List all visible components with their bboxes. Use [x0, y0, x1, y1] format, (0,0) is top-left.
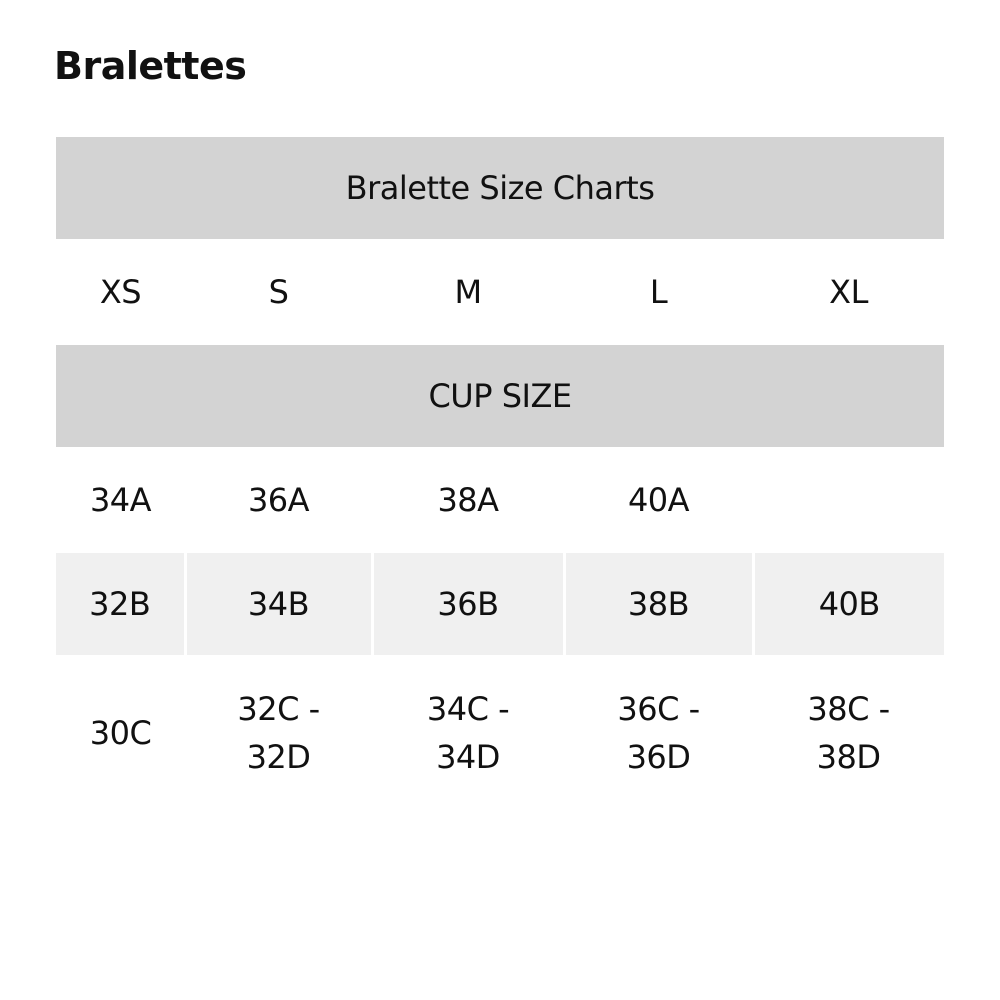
table-cell: 40B: [753, 553, 944, 655]
table-cell: 38B: [564, 553, 753, 655]
table-row: [56, 447, 944, 553]
table-header: Bralette Size Charts: [56, 137, 944, 239]
table-cell: 36A: [247, 481, 310, 519]
size-label-l: L: [649, 273, 668, 311]
size-labels-row: [56, 239, 944, 345]
table-row: [56, 655, 944, 811]
table-cell: 40A: [627, 481, 690, 519]
cup-size-header-row: [56, 345, 944, 447]
table-cell: [753, 447, 944, 553]
page-title: Bralettes: [54, 44, 247, 88]
size-label-m: M: [454, 273, 482, 311]
table-cell: 38C - 38D: [807, 690, 890, 776]
table-cell: 34A: [89, 481, 152, 519]
table-cell: 32B: [56, 553, 185, 655]
size-label-xs: XS: [99, 273, 142, 311]
cup-size-header: CUP SIZE: [56, 345, 944, 447]
table-cell: 32C - 32D: [237, 690, 320, 776]
table-row: [56, 553, 944, 655]
table-cell: 30C: [89, 714, 152, 752]
table-cell: 34B: [185, 553, 372, 655]
size-label-s: S: [268, 273, 289, 311]
table-cell: 38A: [437, 481, 499, 519]
table-cell: 36C - 36D: [617, 690, 700, 776]
table-header-row: [56, 137, 944, 239]
size-label-xl: XL: [829, 273, 868, 311]
size-chart-table: [56, 137, 944, 811]
table-cell: 36B: [372, 553, 564, 655]
table-cell: 34C - 34D: [426, 690, 510, 776]
